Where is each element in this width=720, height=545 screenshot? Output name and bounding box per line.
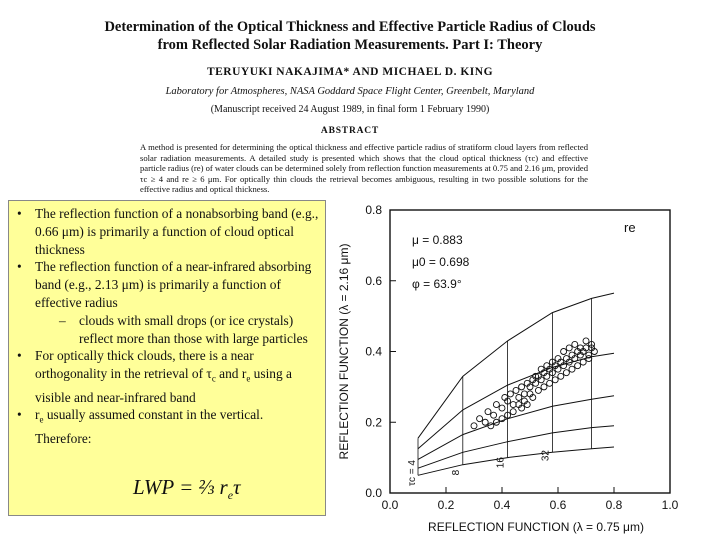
reflection-chart — [330, 198, 720, 540]
lwp-formula — [133, 475, 241, 505]
bullet-text-end: usually assumed constant in the vertical. Therefore: — [35, 407, 264, 446]
paper-title-line-1: Determination of the Optical Thickness and Effective Particle Radius of Clouds — [104, 19, 596, 35]
bullet-item: • The reflection function of a nonabsorbing band (e.g., 0.66 μm) is primarily a function of cloud optical thickness — [17, 206, 319, 257]
y-tick-label: 0.0 — [365, 486, 382, 500]
re-axis-annotation: re — [624, 220, 636, 235]
bullet-text-cont: and r — [215, 366, 247, 382]
x-tick-label: 1.0 — [661, 498, 679, 512]
y-tick-label: 0.6 — [365, 273, 382, 288]
y-tick-label: 0.4 — [365, 344, 382, 359]
bullet-text-end: using a visible and near-infrared band — [35, 366, 292, 405]
formula-r: r — [214, 475, 228, 499]
abstract-text: A method is presented for determining the optical thickness and effective particle radius of stratiform cloud layers from reflected solar radiation measurements. A detailed study is presented which shows that the cloud optical thickness (τc) and effective particle radius (re) of water clouds can be determined solely from reflection function measurements at 0.75 and 2.16 μm, provided τc ≥ 4 and re ≥ 6 μm. For optically thin clouds the retrieval becomes ambiguous, resulting in two possible solutions for the effective radius and optical thickness. — [140, 142, 588, 194]
bullet-text: The reflection function of a near-infrared absorbing band (e.g., 2.13 μm) is primarily a function of effective radius — [35, 259, 312, 310]
paper-affiliation: Laboratory for Atmospheres, NASA Goddard Space Flight Center, Greenbelt, Maryland — [165, 86, 535, 97]
x-tick-label: 0.0 — [381, 498, 399, 512]
bullet-text: The reflection function of a nonabsorbing band (e.g., 0.66 μm) is primarily a function of cloud optical thickness — [35, 206, 319, 257]
x-tick-label: 0.6 — [549, 498, 567, 512]
paper-authors: TERUYUKI NAKAJIMA* AND MICHAEL D. KING — [206, 66, 494, 78]
bullet-item: • For optically thick clouds, there is a near orthogonality in the retrieval of $\tau_c$ and $r_e$ using a visible and near-infrared band — [17, 348, 292, 405]
tau-value-label: 32 — [540, 450, 552, 462]
sub-bullet-item: – clouds with small drops (or ice crystals) reflect more than those with large particles — [59, 312, 308, 346]
bullet-item: • The reflection function of a near-infrared absorbing band (e.g., 2.13 μm) is primarily a function of effective radius — [17, 259, 312, 310]
sub-bullet-text: clouds with small drops (or ice crystals) reflect more than those with large particles — [79, 312, 308, 346]
geometry-annotation: φ = 63.9° — [412, 277, 462, 291]
formula-fraction: ⅔ — [198, 475, 215, 499]
re-subscript: e — [246, 373, 251, 384]
formula-lhs: LWP = — [133, 475, 199, 499]
x-axis-label: REFLECTION FUNCTION (λ = 0.75 μm) — [428, 520, 644, 534]
abstract-heading: ABSTRACT — [320, 126, 380, 136]
bullet-text: For optically thick clouds, there is a near orthogonality in the retrieval of τ — [35, 348, 254, 382]
paper-title — [60, 18, 640, 54]
paper-manuscript-dates: (Manuscript received 24 August 1989, in final form 1 February 1990) — [210, 104, 490, 115]
tau-annotation: τc = 4 — [407, 460, 419, 486]
y-axis-label: REFLECTION FUNCTION (λ = 2.16 μm) — [337, 243, 351, 460]
formula-subscript: e — [227, 488, 234, 503]
plot-frame — [390, 210, 670, 493]
tau-value-label: 16 — [495, 457, 507, 469]
geometry-annotation: μ = 0.883 — [412, 233, 463, 247]
paper-title-line-2: from Reflected Solar Radiation Measurements. Part I: Theory — [157, 37, 543, 53]
bullet-box — [8, 200, 326, 516]
tau-subscript: c — [211, 373, 216, 384]
re-subscript: e — [39, 415, 44, 426]
y-tick-label: 0.2 — [365, 415, 382, 430]
reflection-chart-svg — [330, 198, 720, 540]
tau-value-label: 8 — [450, 469, 462, 476]
x-tick-label: 0.4 — [493, 498, 511, 512]
y-tick-label: 0.8 — [365, 203, 382, 217]
geometry-annotation: μ0 = 0.698 — [412, 255, 470, 269]
bullet-item: • $r_e$ usually assumed constant in the vertical. Therefore: — [17, 407, 264, 446]
bullet-text: r — [35, 407, 40, 423]
x-tick-label: 0.2 — [437, 498, 455, 512]
formula-tau: τ — [233, 475, 241, 499]
x-tick-label: 0.8 — [605, 498, 623, 512]
